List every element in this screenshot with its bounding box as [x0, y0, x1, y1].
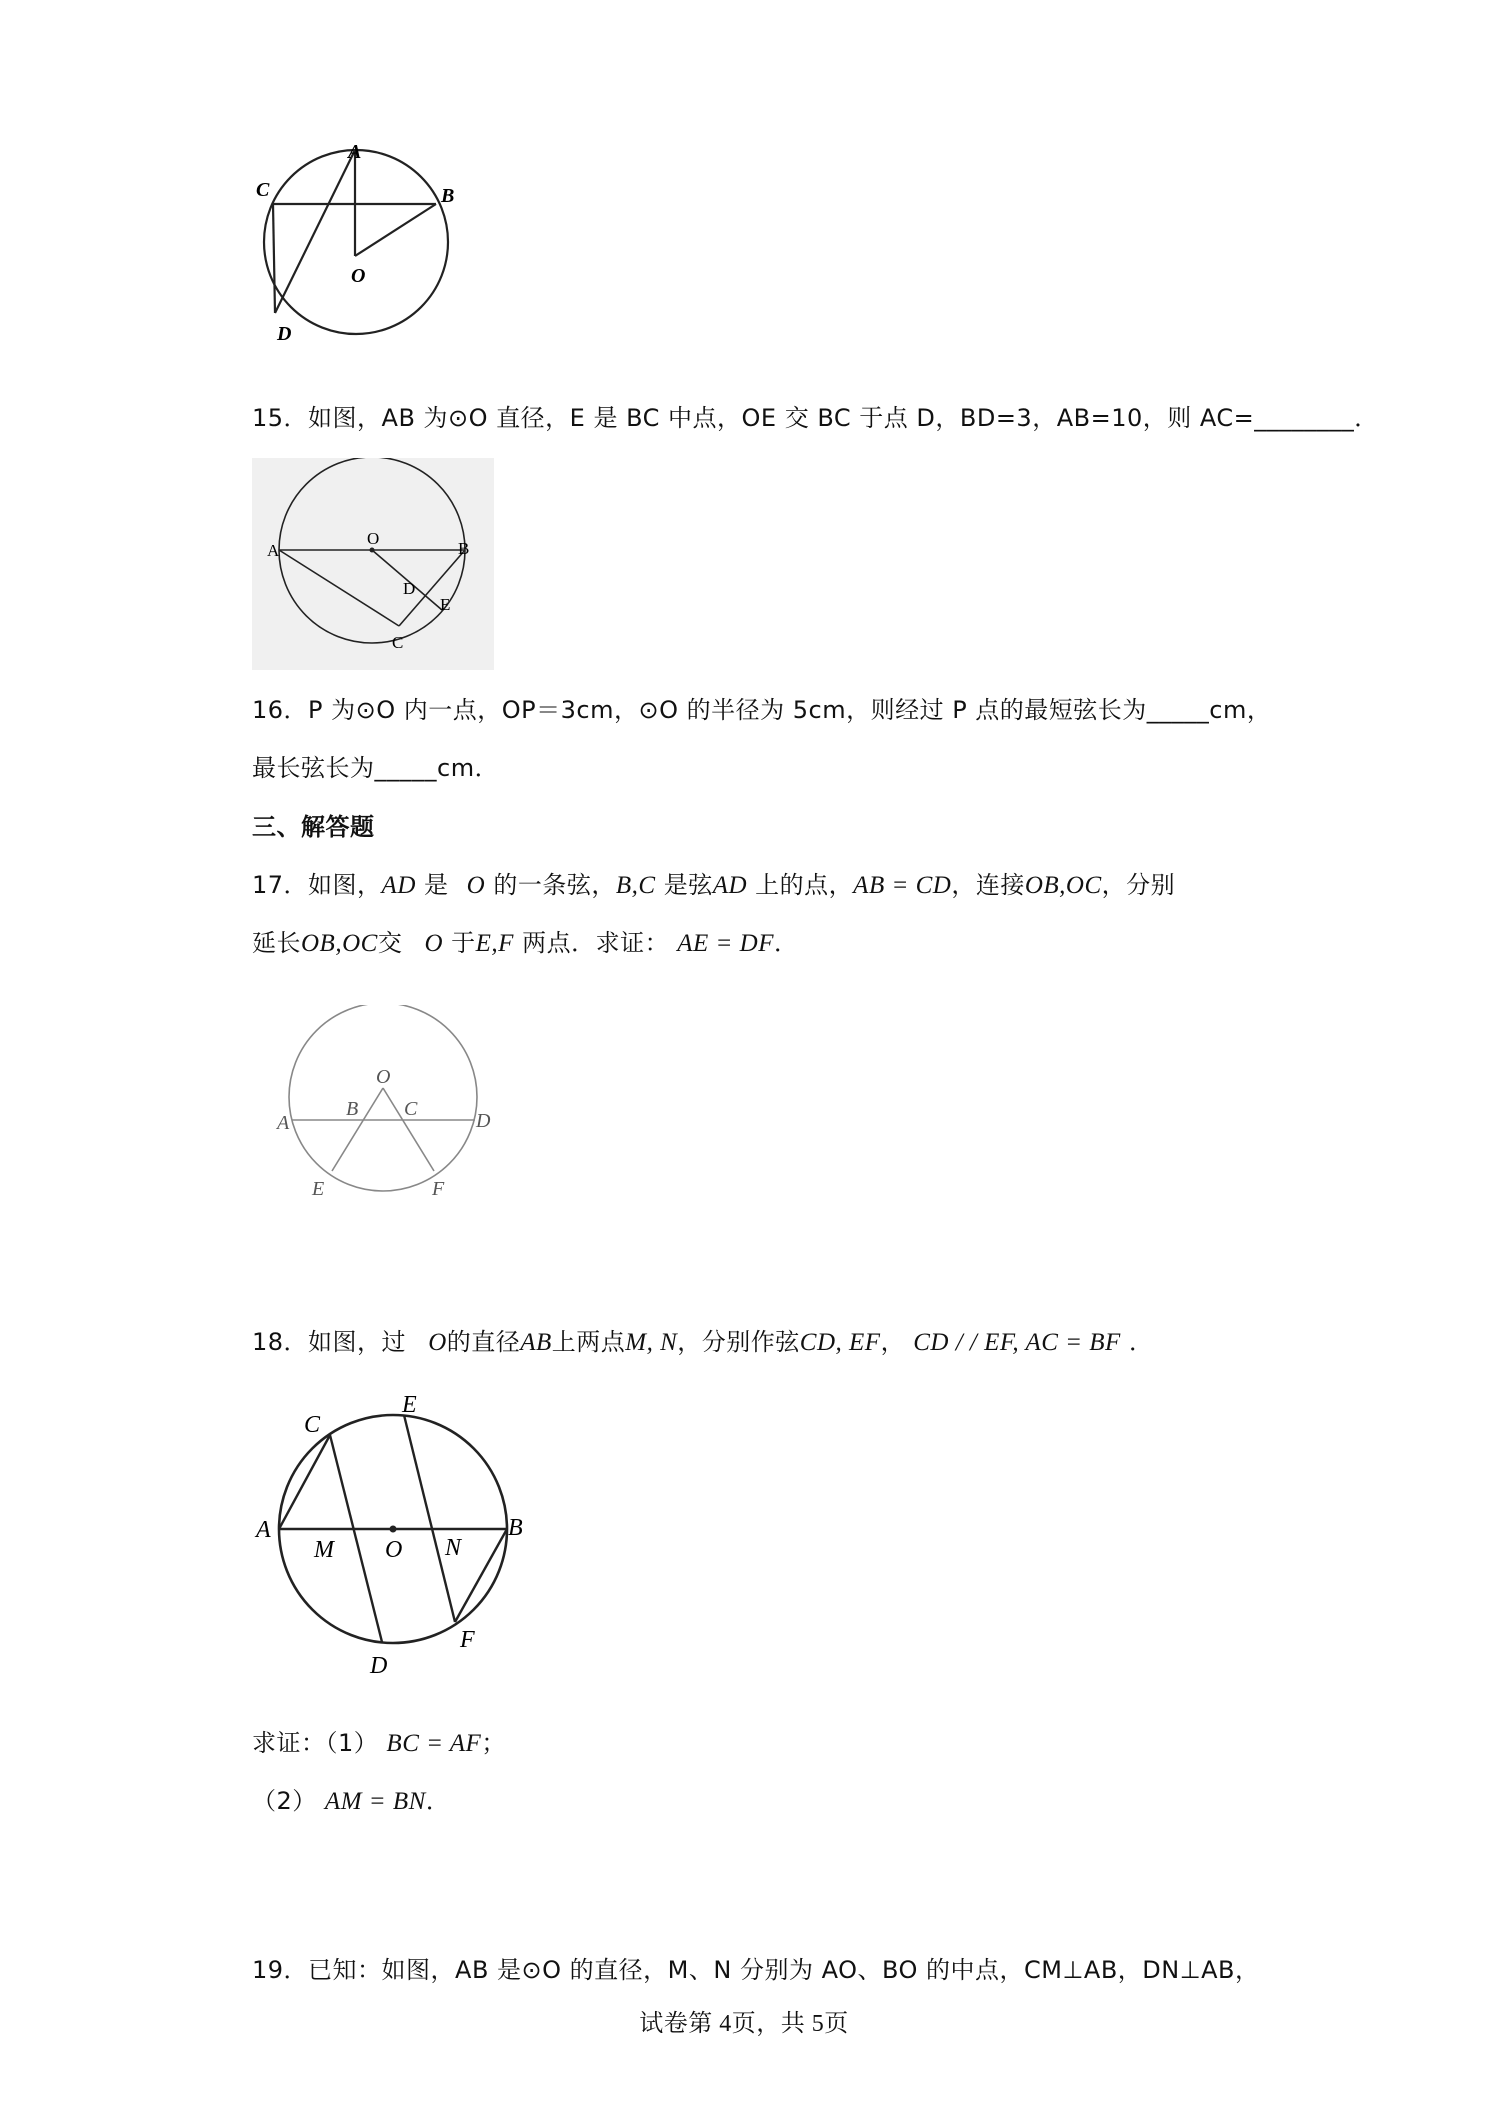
q18-math: CD, EF [799, 1329, 881, 1356]
q17-math: O [466, 872, 486, 899]
question-17-line2 [252, 928, 798, 959]
q17-math: AD [712, 872, 748, 899]
fig15-label-e: E [440, 595, 451, 614]
fig18-label-e: E [402, 1395, 417, 1418]
q17-math: O [424, 930, 444, 957]
question-16-line2: 最长弦长为_____cm． [252, 754, 500, 782]
fig17-label-d: D [476, 1110, 491, 1132]
q18-text: 上两点 [551, 1328, 626, 1356]
figure-q18 [252, 1395, 532, 1675]
q18-math: CD / / EF, AC = BF [913, 1329, 1121, 1356]
fig17-label-a: A [277, 1112, 290, 1134]
q17-math: AE = DF [677, 930, 774, 957]
fig17-label-c: C [404, 1098, 418, 1120]
q17-math: AD [381, 872, 416, 899]
q17-text: 两点．求证： [522, 929, 670, 957]
fig18-label-d: D [370, 1653, 388, 1675]
question-15: 15．如图，AB 为⊙O 直径，E 是 BC 中点，OE 交 BC 于点 D，BD=3，AB=10，则 AC=________． [252, 404, 1379, 432]
q17-text: 交 [377, 929, 403, 957]
q18-proof-label: 求证：（1） [252, 1729, 379, 1757]
question-18-proof-2 [252, 1786, 450, 1817]
q17-math: OB,OC [301, 930, 378, 957]
fig18-label-b: B [508, 1515, 523, 1541]
q18-text: ，分别作弦 [677, 1328, 800, 1356]
q17-text: 于 [451, 929, 476, 957]
q18-text: 的直径 [446, 1328, 521, 1356]
fig18-label-n: N [445, 1535, 462, 1561]
fig17-label-o: O [376, 1066, 391, 1088]
fig18-label-c: C [304, 1412, 321, 1438]
section-title: 三、解答题 [252, 813, 375, 841]
fig17-label-f: F [432, 1178, 445, 1200]
q17-text: 上的点， [755, 871, 854, 899]
q18-text: ， [880, 1328, 906, 1356]
question-16-line1: 16．P 为⊙O 内一点，OP＝3cm，⊙O 的半径为 5cm，则经过 P 点的最短弦长为_____cm， [252, 696, 1272, 724]
q18-proof2-math: AM = BN [324, 1788, 426, 1815]
fig15-label-a: A [267, 541, 280, 560]
figure-q15 [252, 458, 494, 670]
question-17-line1 [252, 870, 1175, 901]
fig14-label-b: B [441, 185, 455, 207]
q17-text: 17．如图， [252, 871, 382, 899]
fig17-label-e: E [312, 1178, 325, 1200]
q17-text: 是弦 [663, 871, 713, 899]
q17-text: ，连接 [951, 871, 1025, 899]
fig14-label-c: C [256, 179, 270, 201]
q17-text: ，分别 [1101, 871, 1176, 899]
figure-circle-abcd [255, 140, 465, 360]
q18-proof2-label: （2） [252, 1787, 317, 1815]
fig18-label-a: A [256, 1517, 271, 1543]
fig14-label-a: A [348, 141, 362, 163]
question-18 [252, 1327, 1153, 1358]
fig14-label-o: O [351, 265, 366, 287]
question-19: 19．已知：如图，AB 是⊙O 的直径，M、N 分别为 AO、BO 的中点，CM⊥AB，DN⊥AB， [252, 1956, 1260, 1984]
fig15-label-o: O [367, 529, 380, 548]
q17-math: OB,OC [1024, 872, 1102, 899]
q18-proof1-math: BC = AF [386, 1730, 482, 1757]
q17-math: E,F [475, 930, 514, 957]
q17-text: 是 [424, 871, 449, 899]
fig18-label-m: M [314, 1537, 334, 1563]
q17-text: 的一条弦， [493, 871, 616, 899]
q17-text: ． [773, 929, 799, 957]
q17-math: AB = CD [853, 872, 952, 899]
fig18-label-f: F [460, 1627, 475, 1653]
q17-math: B,C [615, 872, 656, 899]
q18-proof1-end: ； [481, 1729, 506, 1757]
q18-math: AB [520, 1329, 552, 1356]
figure-q17 [272, 1005, 502, 1200]
question-18-proof-1 [252, 1728, 506, 1759]
q18-math: O [428, 1329, 447, 1356]
fig15-label-d: D [403, 579, 416, 598]
q18-text: 18．如图，过 [252, 1328, 407, 1356]
fig15-label-b: B [458, 539, 470, 558]
fig15-label-c: C [392, 633, 404, 652]
fig14-label-d: D [277, 323, 292, 345]
q18-math: M, N [625, 1329, 678, 1356]
fig17-label-b: B [346, 1098, 359, 1120]
fig18-label-o: O [385, 1537, 403, 1563]
page-footer: 试卷第 4页，共 5页 [639, 2011, 849, 2037]
q18-proof2-end: ． [425, 1787, 451, 1815]
q18-text: ． [1128, 1328, 1154, 1356]
q17-text: 延长 [252, 929, 301, 957]
